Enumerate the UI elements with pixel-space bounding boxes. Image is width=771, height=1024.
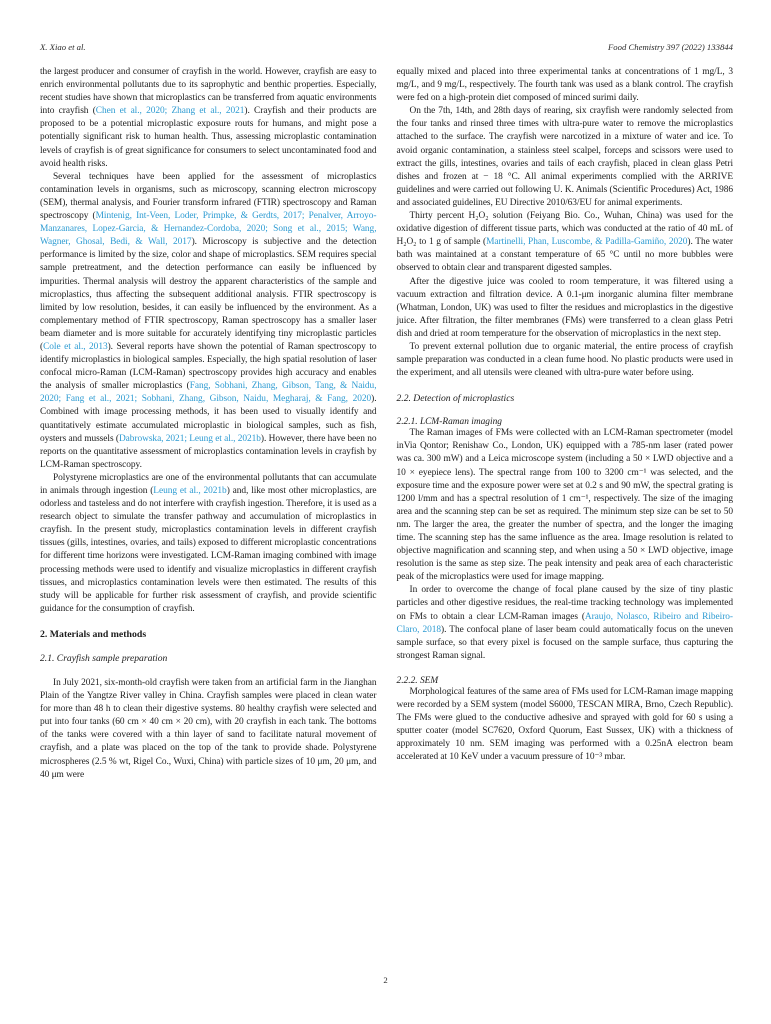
page-number: 2 (383, 975, 388, 985)
paragraph (397, 686, 734, 765)
text-run: ). However, there have been no reports on the quantitative assessment of microplastics contamination levels in crayfish by LCM-Raman spectroscopy. (40, 433, 377, 470)
citation-link[interactable]: Chen et al., 2020; Zhang et al., 2021 (95, 106, 245, 117)
text-run: ) and, like most other microplastics, are odorless and tasteless and do not interfere with crayfish ingestion. Therefore, it is used as a research object to simulate the transfer pathway and accumulation of microplastics in crayfish. In the present study, microplastics contamination levels in different crayfish tissues (gills, intestines, ovaries, and tails) exposed to different microplastic concentrations for different time horizons were investigated. LCM-Raman imaging combined with image processing methods were used to identify and visualize microplastics in different crayfish tissues, and microplastics contamination levels were then estimated. The results of this study will be applicable for further risk assessment of crayfish, and provide scientific guidance for the consumption of crayfish. (40, 486, 377, 614)
text-run: Morphological features of the same area of FMs used for LCM-Raman image mapping were recorded by a SEM system (model S6000, TESCAN MIRA, Brno, Czech Republic). The FMs were glued to the conductive adhesive and sprayed with gold for 60 s using a sputter coater (model SC7620, Oxford Quorum, East Sussex, UK) with a thickness of approximately 10 nm. SEM imaging was performed with a 0.25nA electron beam accelerated at 10 KeV under a vacuum pressure of 10⁻³ mbar. (396, 686, 733, 763)
subsection-heading: 2.2.2. SEM (396, 675, 439, 686)
page-footer (0, 975, 771, 985)
text-run: In July 2021, six-month-old crayfish were taken from an artificial farm in the Jianghan Plain of the Yangtze River valley in China. Crayfish samples were placed in clean water for more than 48 h to clean their digestive systems. 80 healthy crayfish were selected and put into four tanks (60 cm × 40 cm × 20 cm), with 20 crayfish in each tank. The bottoms of the tanks were covered with a thin layer of sand to facilitate natural movement of crayfish, and a plate was placed on the top of the tank to provide shade. Polystyrene microspheres (2.5 % wt, Rigel Co., Wuxi, China) with particle sizes of 10 μm, 20 μm, and 40 μm were (40, 677, 377, 780)
text-run: ). Crayfish and their products are proposed to be a potential microplastic exposure routs for humans, and might pose a potentially significant risk to human health. Thus, assessing microplastic contamination levels of crayfish is of great significance for consumers to select uncontaminated food and avoid health risks. (40, 106, 377, 169)
citation-link[interactable]: Dabrowska, 2021; Leung et al., 2021b (118, 433, 261, 444)
paragraph (397, 584, 734, 663)
paragraph (397, 210, 734, 275)
paragraph (40, 472, 377, 616)
text-run: Several techniques have been applied for the assessment of microplastics contamination levels in organisms, such as microscopy, scanning electron microscopy (SEM), thermal analysis, and Fourier transform infrared (FTIR) spectroscopy and Raman spectroscopy ( (40, 171, 377, 222)
text-run: ). Microscopy is subjective and the detection performance is limited by the size, color and shape of microplastics. SEM requires special sample pretreatment, and the detection performance can easily be influenced by impurities. Thermal analysis will destroy the apparent characteristics of the sample and microplastics, thus affecting the subsequent additional analysis. FTIR spectroscopy is limited by low resolution, besides, it can easily be influenced by the environment. As a complementary method of FTIR spectroscopy, Raman spectroscopy has a smaller laser beam diameter and is more suitable for accurately identifying tiny microplastic particles ( (40, 237, 377, 352)
subsection-heading: 2.1. Crayfish sample preparation (40, 652, 168, 664)
subsection-heading: 2.2.1. LCM-Raman imaging (396, 417, 502, 428)
text-run: Polystyrene microplastics are one of the environmental pollutants that can accumulate in animals through ingestion ( (40, 472, 377, 496)
paragraph (397, 105, 734, 210)
text-run: ). Several reports have shown the potential of Raman spectroscopy to identify microplastics in biological samples. Especially, the high spatial resolution of laser confocal micro-Raman (LCM-Raman) spectroscopy provides high accuracy and enables the analysis of smaller microplastics ( (40, 341, 377, 392)
text-run: After the digestive juice was cooled to room temperature, it was filtered using a vacuum extraction and filtration device. A 0.1-μm inorganic alumina filter membrane (Whatman, London, UK) was used to filter the residues and microplastics in the digestive juice. After filtration, the filter membranes (FMs) were transferred to a clean glass Petri dish and dried at room temperature for the observation of microplastics in the next step. (396, 276, 733, 339)
citation-link[interactable]: Araujo, Nolasco, Ribeiro and Ribeiro-Claro, 2018 (396, 611, 733, 635)
running-head-author: X. Xiao et al. (40, 42, 86, 52)
citation-link[interactable]: Leung et al., 2021b (153, 486, 227, 496)
citation-link[interactable]: Mintenig, Int-Veen, Loder, Primpke, & Gerdts, 2017; Penalver, Arroyo-Manzanares, Lopez-Garcia, & Hernandez-Cordoba, 2020; Song et al., 2015; Wang, Wagner, Ghosal, Bedi, & Wall, 2017 (40, 211, 377, 248)
text-run: ). The water bath was maintained at a constant temperature of 65 °C until no more bubbles were observed to obtain clear and transparent digested samples. (396, 237, 733, 274)
paragraph (40, 171, 377, 472)
subsection-heading: 2.2. Detection of microplastics (396, 393, 515, 405)
text-run: ). The confocal plane of laser beam could automatically focus on the uneven sample surface, so that every pixel is focused on the sample surface, thus capturing the strongest Raman signal. (396, 624, 734, 661)
citation-link[interactable]: Fang, Sobhani, Zhang, Gibson, Tang, & Naidu, 2020; Fang et al., 2021; Sobhani, Zhang, Gibson, Naidu, Megharaj, & Fang, 2020 (40, 381, 377, 405)
section-heading: 2. Materials and methods (40, 628, 147, 640)
citation-link[interactable]: Martinelli, Phan, Luscombe, & Padilla-Gamiño, 2020 (486, 237, 688, 248)
text-run: In order to overcome the change of focal plane caused by the size of tiny plastic particles and other digestive residues, the real-time tracking technology was implemented on FMs to obtain a clear LCM-Raman images ( (396, 585, 733, 622)
paragraph (40, 677, 377, 782)
text-run: the largest producer and consumer of crayfish in the world. However, crayfish are easy to enrich environmental pollutants due to its saprophytic and benthic properties. Especially, recent studies have shown that microplastics can be transferred from aquatic environments into crayfish ( (40, 67, 377, 117)
left-column (40, 66, 377, 782)
text-run: ). Combined with image processing methods, it has been used to visually identify and quantitatively estimate accumulated microplastic in biological samples, such as fish, oysters and mussels ( (40, 394, 377, 444)
paragraph (40, 66, 377, 171)
article-body (40, 66, 733, 782)
paragraph (397, 66, 734, 105)
running-header (40, 42, 733, 52)
running-head-journal: Food Chemistry 397 (2022) 133844 (608, 42, 733, 52)
paragraph (397, 276, 734, 341)
text-run: To prevent external pollution due to organic material, the entire process of crayfish sample preparation was conducted in a clean fume hood. No plastic products were used in the experiment, and all utensils were cleaned with ultra-pure water before using. (396, 341, 733, 379)
paragraph (397, 427, 734, 584)
text-run: Thirty percent H₂O₂ solution (Feiyang Bio. Co., Wuhan, China) was used for the oxidative digestion of different tissue parts, which was conducted at the ratio of 40 mL of H₂O₂ to 1 g of sample ( (396, 211, 733, 248)
text-run: The Raman images of FMs were collected with an LCM-Raman spectrometer (model inVia Qontor; Renishaw Co., London, UK) equipped with a 785-nm laser (rated power was ca. 300 mW) and a Leica microscope system (including a 50 × LWD objective and a 10 × eyepiece lens). The spectral range from 100 to 3200 cm⁻¹ was selected, and the exposure time and the exposure power were set at 0.2 s and 90 mW, the spectral grating is 1200 l/mm and has a spectral resolution of 1 cm⁻¹, respectively. The size of the imaging area and the scanning step can be set as required. The minimum step size can be set to 50 nm. The larger the area, the greater the number of spectra, and the longer the imaging time. The scanning step has the same influence as the area. Image resolution is related to objective magnification and scanning step, and when using a 50 × LWD objective, image resolution is the same as step size. The peak intensity and peak area of each characteristic peak of the microplastics were used for image mapping. (396, 428, 733, 583)
citation-link[interactable]: Cole et al., 2013 (43, 341, 108, 352)
paragraph (397, 341, 734, 380)
right-column (397, 66, 734, 782)
text-run: On the 7th, 14th, and 28th days of rearing, six crayfish were randomly selected from the four tanks and rinsed three times with ultra-pure water to remove the microplastics attached to the surface. The crayfish were narcotized in a mixture of water and ice. To avoid organic contamination, a stainless steel scalpel, forceps and scissors were used to extract the gills, intestines, ovaries and tails of each crayfish, placed in clean glass Petri dishes and frozen at − 18 °C. All animal experiments complied with the ARRIVE guidelines and were carried out following U. K. Animals (Scientific Procedures) Act, 1986 and associated guidelines, EU Directive 2010/63/EU for animal experiments. (396, 106, 733, 208)
text-run: equally mixed and placed into three experimental tanks at concentrations of 1 mg/L, 3 mg/L, and 9 mg/L, respectively. The fourth tank was used as a blank control. The crayfish were fed on a high-protein diet composed of minced surimi daily. (396, 67, 733, 104)
